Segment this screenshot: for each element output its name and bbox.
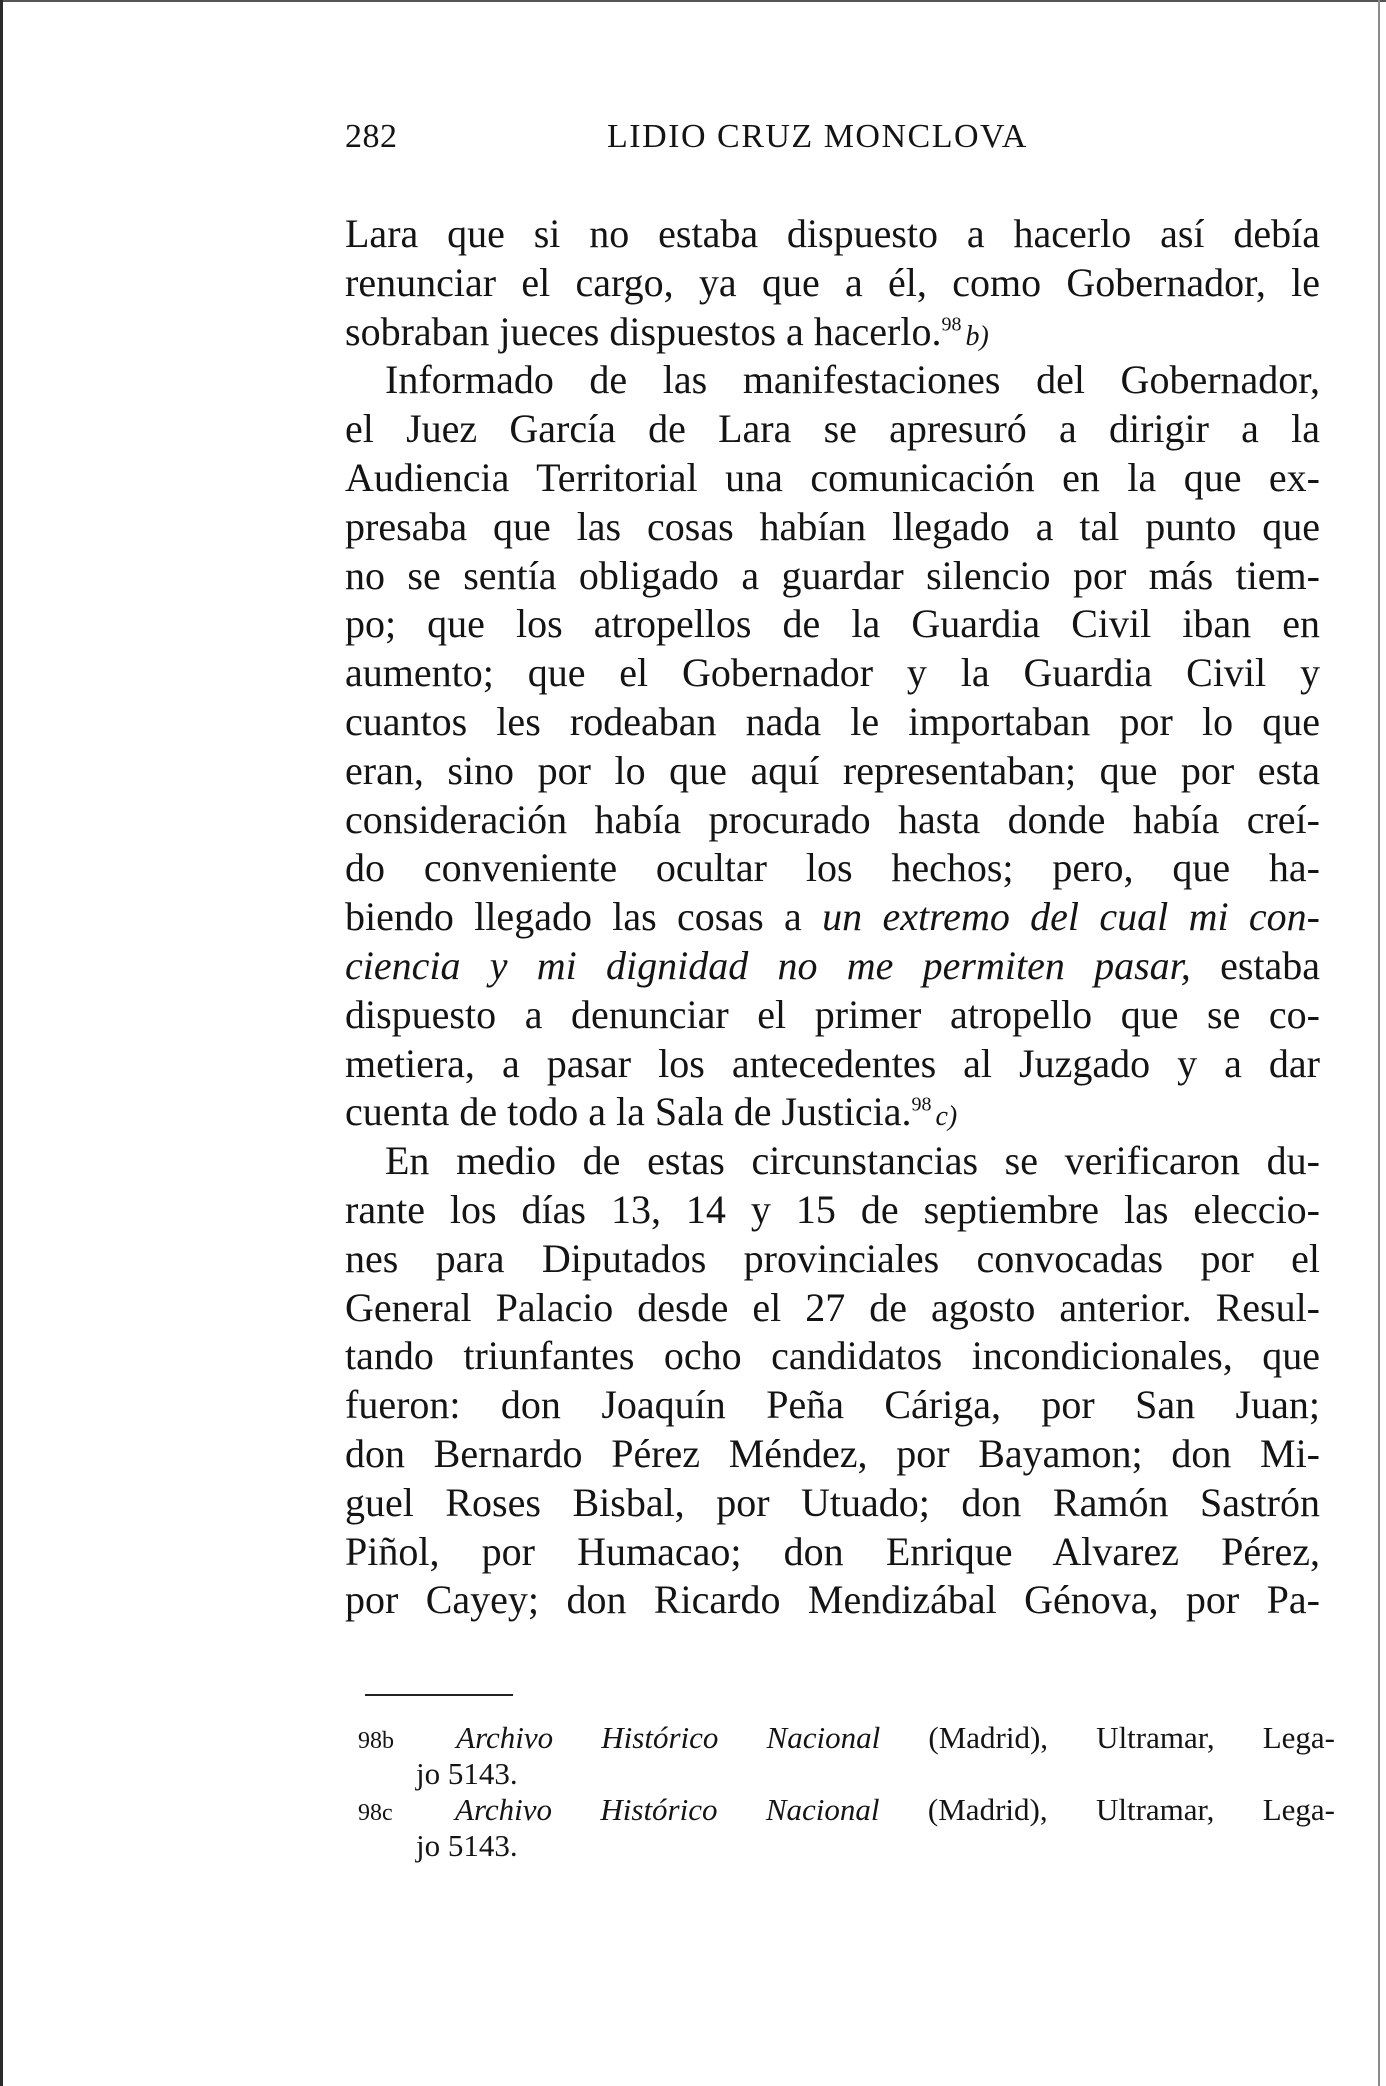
text-line: po; que los atropellos de la Guardia Civil iban en <box>345 601 1320 647</box>
text-line: tando triunfantes ocho candidatos incondicionales, que <box>345 1333 1320 1379</box>
footnote-source-title: Archivo Histórico Nacional <box>455 1792 880 1827</box>
text-line: metiera, a pasar los antecedentes al Juzgado y a dar <box>345 1040 1320 1086</box>
footnote-line <box>358 1720 1335 1756</box>
footnote-source-title: Archivo Histórico Nacional <box>456 1720 881 1755</box>
text-line: Lara que si no estaba dispuesto a hacerlo así debía <box>345 211 1320 256</box>
text-line: presaba que las cosas habían llegado a tal punto que <box>345 503 1320 549</box>
footnote-ref-letter: c) <box>935 1101 958 1133</box>
footnote-marker: 98c <box>358 1800 393 1826</box>
quoted-italic-text: ciencia y mi dignidad no me permiten pasar, <box>345 942 1191 988</box>
footnote-ref-letter: b) <box>965 320 989 352</box>
footnote-line <box>358 1792 1335 1828</box>
quoted-italic-text: un extremo del cual mi con- <box>822 894 1320 940</box>
text-line: eran, sino por lo que aquí representaban; que por esta <box>345 747 1320 793</box>
text-line: no se sentía obligado a guardar silencio por más tiem- <box>345 552 1320 598</box>
footnote-separator <box>365 1694 513 1696</box>
text-line <box>345 942 1320 991</box>
footnote-ref: 98 <box>911 1094 932 1117</box>
text-segment: sobraban jueces dispuestos a hacerlo. <box>345 308 942 354</box>
text-line: el Juez García de Lara se apresuró a dirigir a la <box>345 406 1320 452</box>
text-line <box>345 308 1320 357</box>
paragraph-start-line: Informado de las manifestaciones del Gobernador, <box>385 357 1320 403</box>
running-head: LIDIO CRUZ MONCLOVA <box>607 118 1028 155</box>
footnote-line: jo 5143. <box>416 1756 518 1791</box>
text-line: do conveniente ocultar los hechos; pero, que ha- <box>345 845 1320 891</box>
text-line: don Bernardo Pérez Méndez, por Bayamon; don Mi- <box>345 1430 1320 1476</box>
text-line <box>345 1088 1320 1137</box>
page-left-edge <box>0 0 3 2086</box>
footnote-line: jo 5143. <box>416 1828 518 1863</box>
text-line: Piñol, por Humacao; don Enrique Alvarez Pérez, <box>345 1528 1320 1574</box>
text-line: rante los días 13, 14 y 15 de septiembre las eleccio- <box>345 1186 1320 1232</box>
text-line: fueron: don Joaquín Peña Cáriga, por San Juan; <box>345 1382 1320 1428</box>
text-segment: cuenta de todo a la Sala de Justicia. <box>345 1089 912 1135</box>
text-line: dispuesto a denunciar el primer atropello que se co- <box>345 991 1320 1037</box>
footnote-text: (Madrid), Ultramar, Lega- <box>928 1720 1335 1755</box>
page-header <box>345 118 1045 168</box>
text-line: cuantos les rodeaban nada le importaban por lo que <box>345 698 1320 744</box>
text-segment: biendo llegado las cosas a <box>345 894 802 940</box>
paragraph-start-line: En medio de estas circunstancias se verificaron du- <box>385 1138 1320 1184</box>
text-line: guel Roses Bisbal, por Utuado; don Ramón Sastrón <box>345 1479 1320 1525</box>
footnote-marker: 98b <box>358 1728 394 1754</box>
page-top-edge <box>0 0 1386 2</box>
text-line: consideración había procurado hasta donde había creí- <box>345 796 1320 842</box>
footnotes <box>358 1720 1335 1864</box>
text-line: aumento; que el Gobernador y la Guardia Civil y <box>345 650 1320 696</box>
text-line: General Palacio desde el 27 de agosto anterior. Resul- <box>345 1284 1320 1330</box>
footnote-ref: 98 <box>941 313 962 336</box>
text-line: por Cayey; don Ricardo Mendizábal Génova, por Pa- <box>345 1577 1320 1623</box>
body-text <box>345 210 1320 1625</box>
footnote-text: (Madrid), Ultramar, Lega- <box>927 1792 1335 1827</box>
text-line: nes para Diputados provinciales convocadas por el <box>345 1235 1320 1281</box>
page-right-edge <box>1378 0 1380 2086</box>
text-line: renunciar el cargo, ya que a él, como Gobernador, le <box>345 259 1320 305</box>
text-line <box>345 893 1320 942</box>
text-line: Audiencia Territorial una comunicación en la que ex- <box>345 454 1320 500</box>
page-number: 282 <box>345 118 398 155</box>
text-segment: estaba <box>1220 942 1320 988</box>
